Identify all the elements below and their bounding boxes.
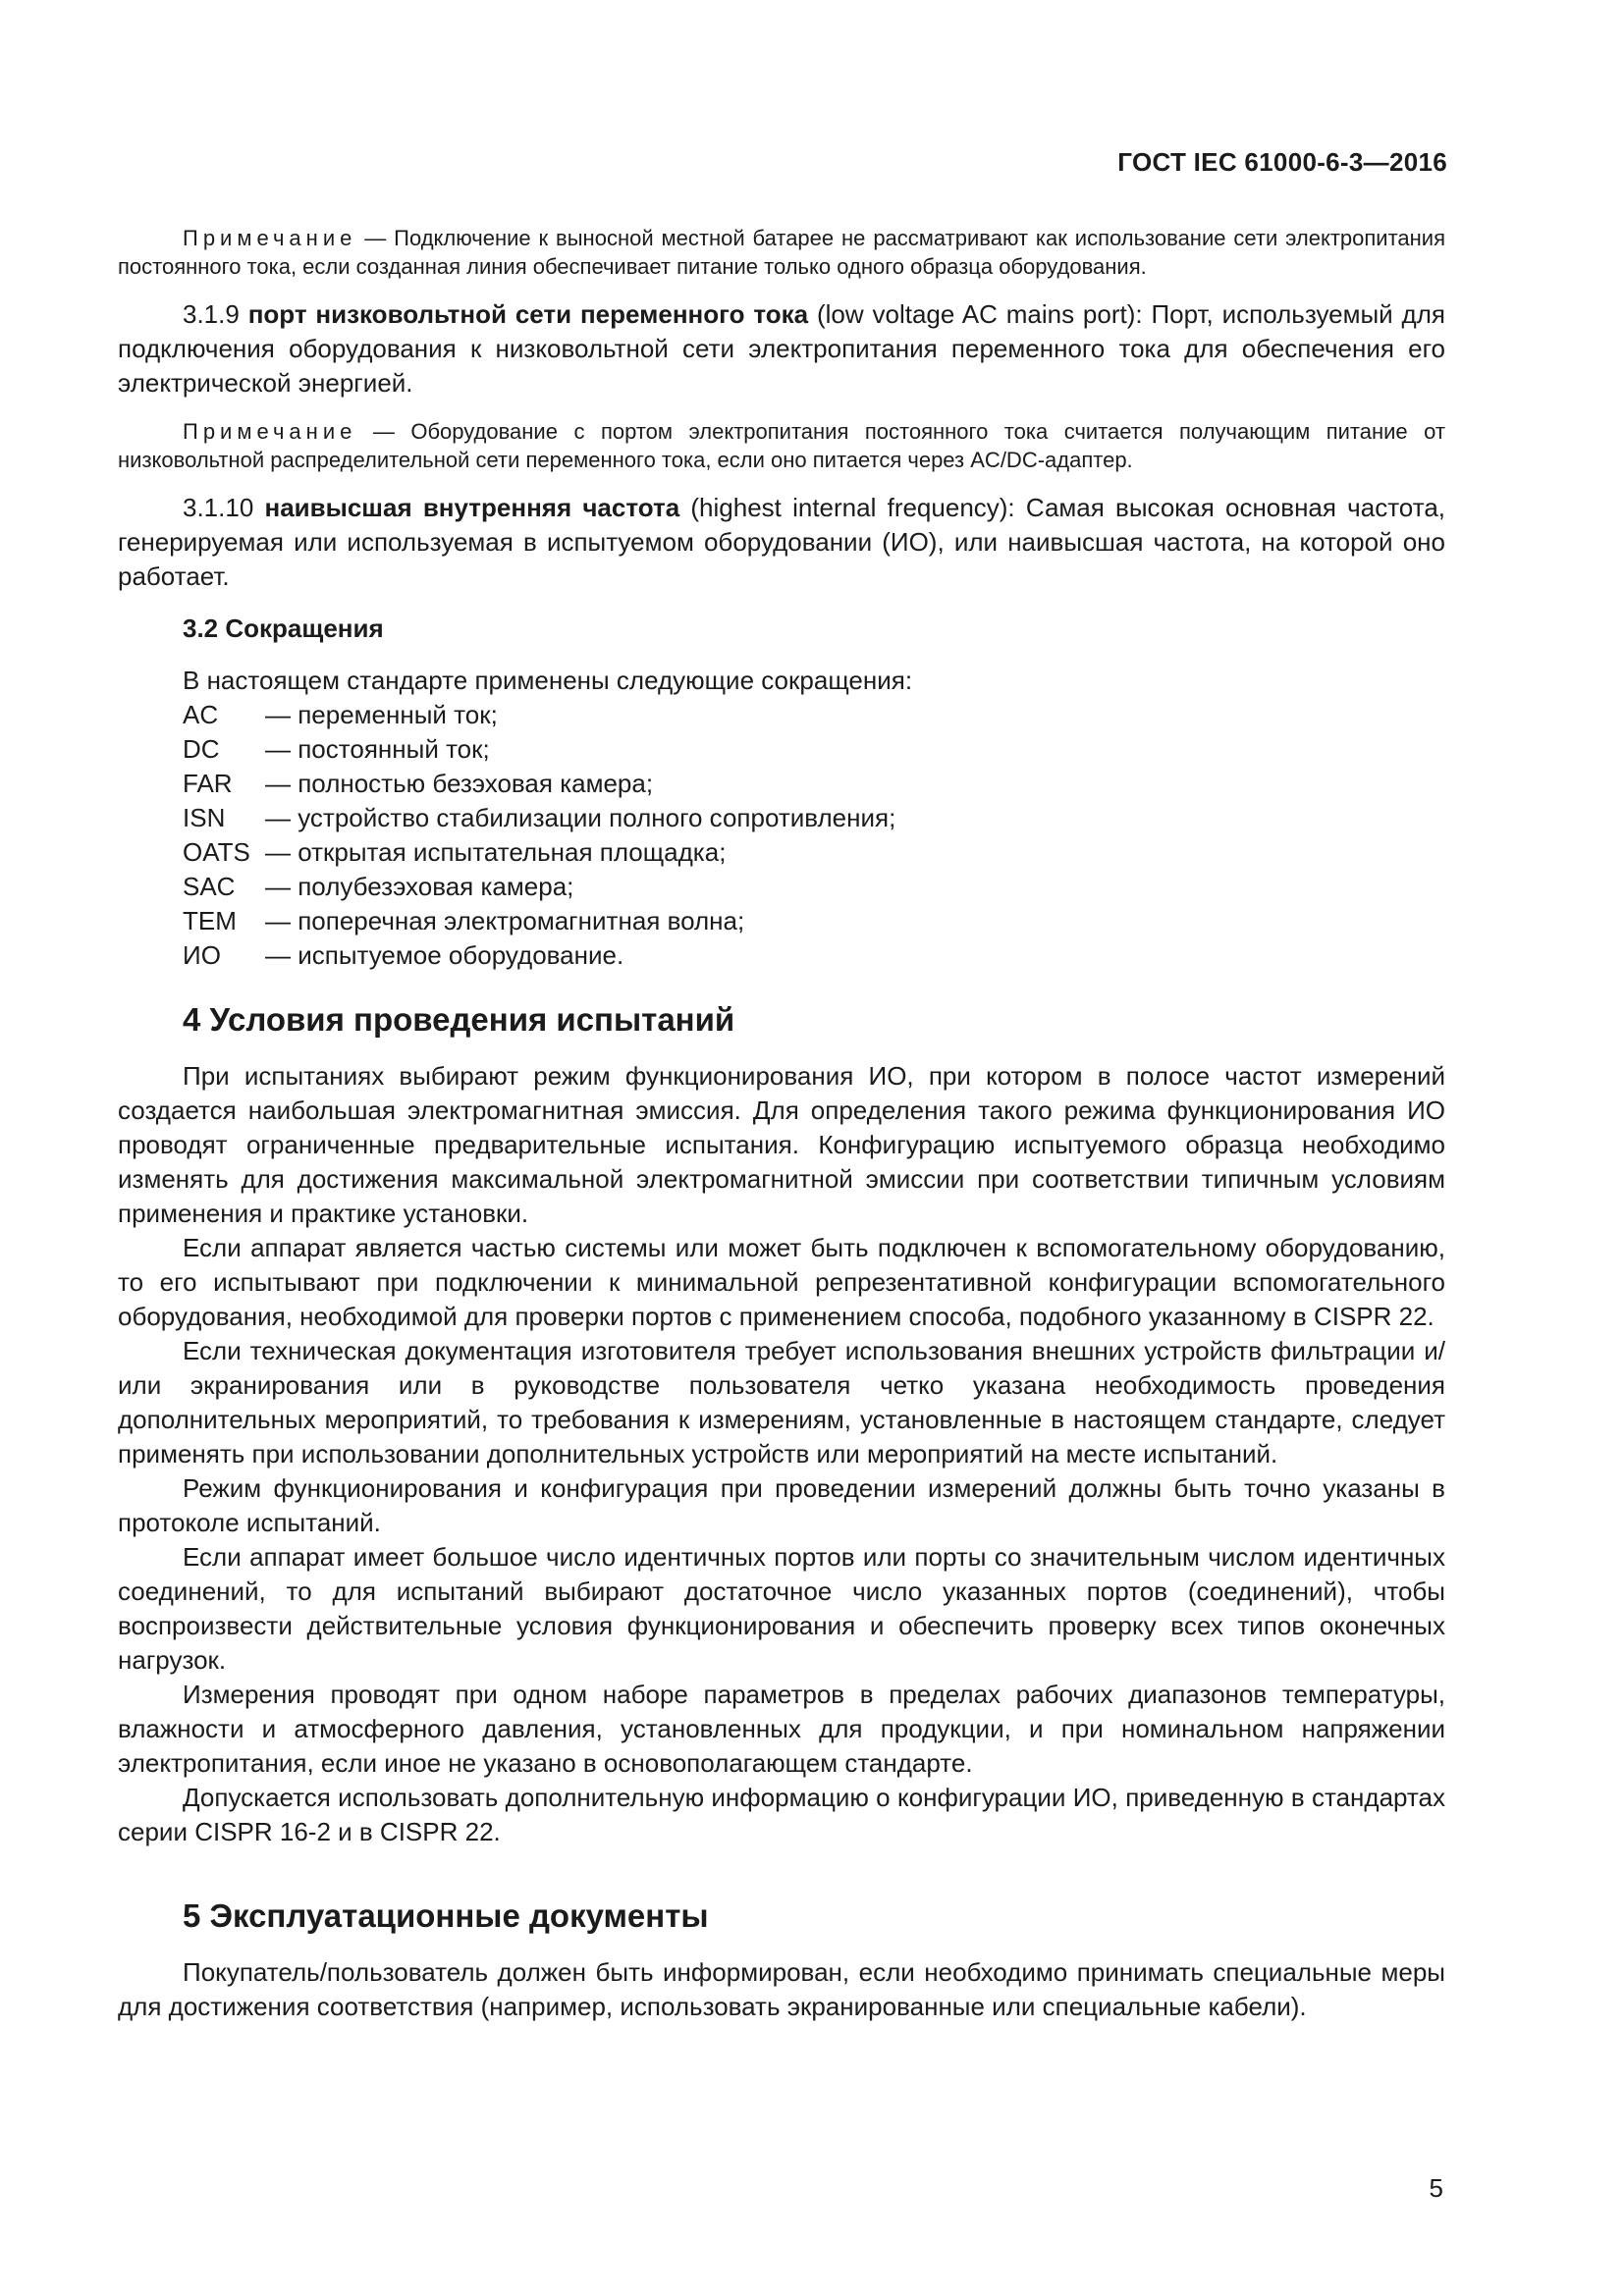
abbreviation-code: TEM bbox=[183, 906, 237, 935]
abbreviation-desc: — переменный ток; bbox=[265, 700, 498, 729]
abbreviation-row bbox=[183, 835, 1445, 870]
abbreviation-code: DC bbox=[183, 734, 220, 764]
section-heading: 5 Эксплуатационные документы bbox=[183, 1897, 709, 1934]
note-text: — Оборудование с портом электропитания постоянного тока считается получающим питание от низковольтной распределительной сети переменного тока, если оно питается через AC/DC-адаптер. bbox=[118, 419, 1445, 472]
abbreviation-row bbox=[183, 698, 1445, 732]
section-heading: 4 Условия проведения испытаний bbox=[183, 1001, 735, 1038]
abbreviation-desc: — открытая испытательная площадка; bbox=[265, 837, 727, 867]
abbreviation-desc: — испытуемое оборудование. bbox=[265, 940, 624, 970]
abbreviation-code: ISN bbox=[183, 803, 226, 832]
note-paragraph bbox=[118, 417, 1445, 474]
abbreviation-row bbox=[183, 732, 1445, 767]
body-paragraph: При испытаниях выбирают режим функционирования ИО, при котором в полосе частот измерений создается наибольшая электромагнитная эмиссия. Для определения такого режима функционирования ИО проводят ограниченные предварительные испытания. Конфигурацию испытуемого образца необходимо изменять для достижения максимальной электромагнитной эмиссии при соответствии типичным условиям применения и практике установки. bbox=[118, 1061, 1445, 1228]
abbreviation-code: FAR bbox=[183, 769, 233, 798]
subsection-title: 3.2 Сокращения bbox=[183, 614, 384, 643]
page-number: 5 bbox=[1429, 2173, 1443, 2203]
body-paragraph: Если аппарат имеет большое число идентичных портов или порты со значительным числом идентичных соединений, то для испытаний выбирают достаточное число указанных портов (соединений), чтобы воспроизвести действительные условия функционирования и обеспечить проверку всех типов оконечных нагрузок. bbox=[118, 1542, 1445, 1675]
definition-term: порт низковольтной сети переменного тока bbox=[247, 299, 809, 329]
body-paragraph: Покупатель/пользователь должен быть информирован, если необходимо принимать специальные меры для достижения соответствия (например, использовать экранированные или специальные кабели). bbox=[118, 1957, 1445, 2021]
note-paragraph bbox=[118, 224, 1445, 281]
body-paragraph: Допускается использовать дополнительную информацию о конфигурации ИО, приведенную в стандартах серии CISPR 16-2 и в CISPR 22. bbox=[118, 1783, 1445, 1846]
abbreviation-row bbox=[183, 870, 1445, 904]
abbreviation-desc: — полностью безэховая камера; bbox=[265, 769, 654, 798]
definition-number: 3.1.10 bbox=[183, 493, 265, 522]
document-header: ГОСТ IEC 61000-6-3—2016 bbox=[1117, 147, 1447, 177]
body-paragraph: Если техническая документация изготовителя требует использования внешних устройств фильтрации и/или экранирования или в руководстве пользователя четко указана необходимость проведения дополнительных мероприятий, то требования к измерениям, установленные в настоящем стандарте, следует применять при использовании дополнительных устройств или мероприятий на месте испытаний. bbox=[118, 1336, 1445, 1468]
abbreviations-list bbox=[118, 698, 1445, 973]
note-text: — Подключение к выносной местной батарее не рассматривают как использование сети электропитания постоянного тока, если созданная линия обеспечивает питание только одного образца оборудования. bbox=[118, 226, 1445, 279]
definition-text: (low voltage AC mains port): Порт, используемый для подключения оборудования к низковольтной сети электропитания переменного тока для обеспечения его электрической энергией. bbox=[118, 299, 1445, 398]
definition-3-1-10 bbox=[118, 491, 1445, 594]
abbreviation-row bbox=[183, 767, 1445, 801]
abbreviation-code: AC bbox=[183, 700, 219, 729]
abbreviation-row bbox=[183, 801, 1445, 835]
body-paragraph: Режим функционирования и конфигурация при проведении измерений должны быть точно указаны в протоколе испытаний. bbox=[118, 1473, 1445, 1537]
body-paragraph: Измерения проводят при одном наборе параметров в пределах рабочих диапазонов температуры, влажности и атмосферного давления, установленных для продукции, и при номинальном напряжении электропитания, если иное не указано в основополагающем стандарте. bbox=[118, 1680, 1445, 1778]
abbreviation-desc: — поперечная электромагнитная волна; bbox=[265, 906, 745, 935]
note-label: Примечание bbox=[183, 226, 357, 250]
abbreviation-desc: — полубезэховая камера; bbox=[265, 872, 574, 901]
definition-number: 3.1.9 bbox=[183, 299, 248, 329]
definition-text: (highest internal frequency): Самая высокая основная частота, генерируемая или используемая в испытуемом оборудовании (ИО), или наивысшая частота, на которой оно работает. bbox=[118, 493, 1445, 591]
abbreviations-intro: В настоящем стандарте применены следующие сокращения: bbox=[183, 666, 913, 695]
abbreviation-row bbox=[183, 904, 1445, 938]
abbreviation-code: OATS bbox=[183, 837, 250, 867]
body-paragraph: Если аппарат является частью системы или может быть подключен к вспомогательному оборудованию, то его испытывают при подключении к минимальной репрезентативной конфигурации вспомогательного оборудования, необходимой для проверки портов с применением способа, подобного указанному в CISPR 22. bbox=[118, 1233, 1445, 1331]
note-label: Примечание bbox=[183, 419, 357, 444]
abbreviation-desc: — устройство стабилизации полного сопротивления; bbox=[265, 803, 896, 832]
abbreviation-code: SAC bbox=[183, 872, 236, 901]
abbreviation-row bbox=[183, 938, 1445, 973]
abbreviation-code: ИО bbox=[183, 940, 221, 970]
abbreviation-desc: — постоянный ток; bbox=[265, 734, 490, 764]
definition-term: наивысшая внутренняя частота bbox=[264, 493, 680, 522]
definition-3-1-9 bbox=[118, 297, 1445, 400]
page-content bbox=[118, 224, 1445, 2024]
